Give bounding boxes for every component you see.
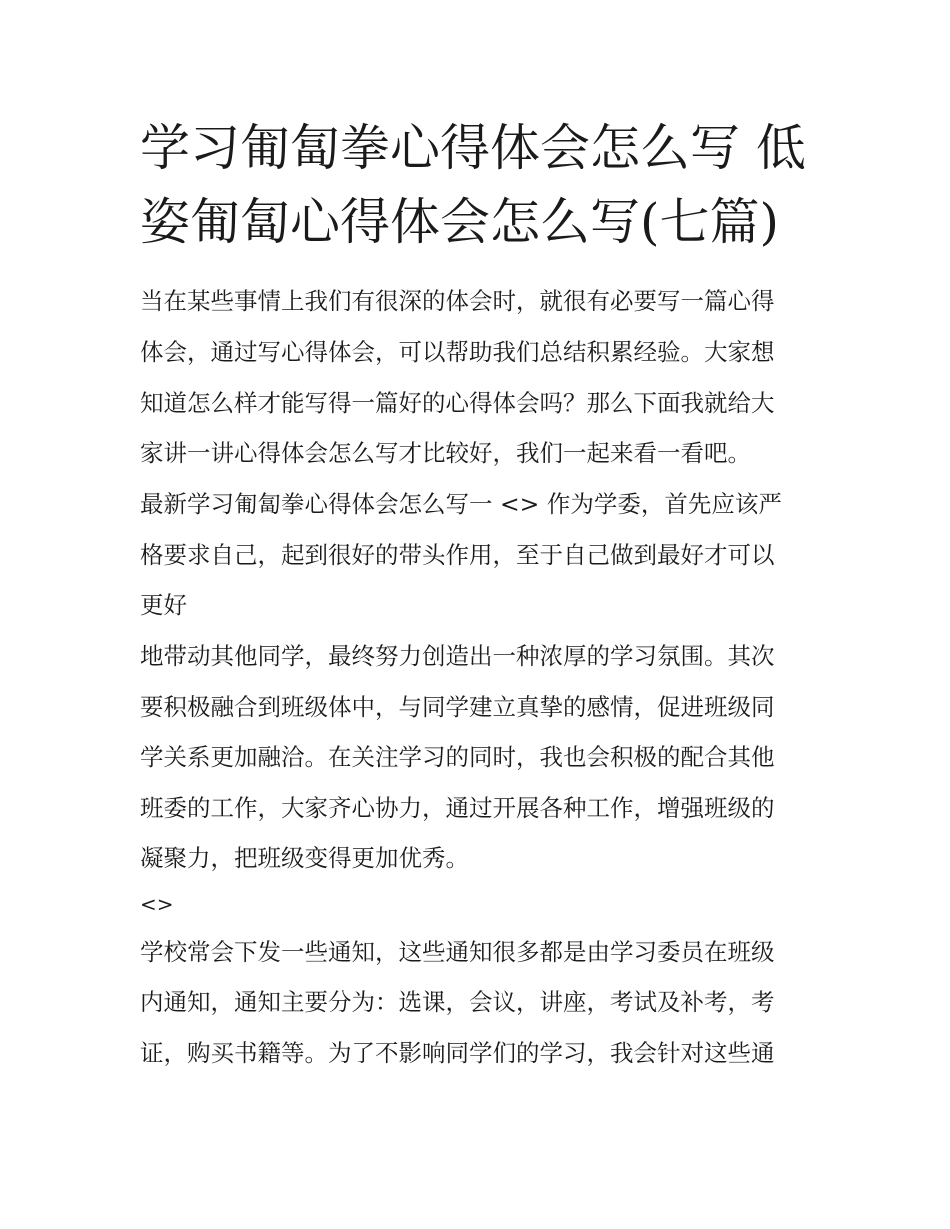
body-line: 知道怎么样才能写得一篇好的心得体会吗？那么下面我就给大	[140, 389, 775, 417]
document-title-line-2: 姿匍匐心得体会怎么写(七篇)	[140, 193, 780, 251]
body-line: <>	[140, 892, 174, 916]
body-line: 要积极融合到班级体中，与同学建立真挚的感情，促进班级同	[140, 693, 775, 721]
body-line: 最新学习匍匐拳心得体会怎么写一 <> 作为学委，首先应该严	[140, 490, 782, 518]
body-line: 班委的工作，大家齐心协力，通过开展各种工作，增强班级的	[140, 794, 775, 822]
body-line: 地带动其他同学，最终努力创造出一种浓厚的学习氛围。其次	[140, 642, 775, 670]
body-line: 凝聚力，把班级变得更加优秀。	[140, 844, 469, 872]
body-line: 学校常会下发一些通知，这些通知很多都是由学习委员在班级	[140, 938, 775, 966]
body-line: 证，购买书籍等。为了不影响同学们的学习，我会针对这些通	[140, 1039, 775, 1067]
document-title-line-1: 学习匍匐拳心得体会怎么写 低	[140, 119, 806, 177]
body-line: 体会，通过写心得体会，可以帮助我们总结积累经验。大家想	[140, 338, 775, 366]
body-line: 内通知，通知主要分为：选课，会议，讲座，考试及补考，考	[140, 988, 775, 1016]
body-line: 格要求自己，起到很好的带头作用，至于自己做到最好才可以	[140, 541, 775, 569]
body-line: 家讲一讲心得体会怎么写才比较好，我们一起来看一看吧。	[140, 439, 751, 467]
body-line: 当在某些事情上我们有很深的体会时，就很有必要写一篇心得	[140, 287, 775, 315]
body-line: 更好	[140, 591, 187, 619]
body-line: 学关系更加融洽。在关注学习的同时，我也会积极的配合其他	[140, 743, 775, 771]
